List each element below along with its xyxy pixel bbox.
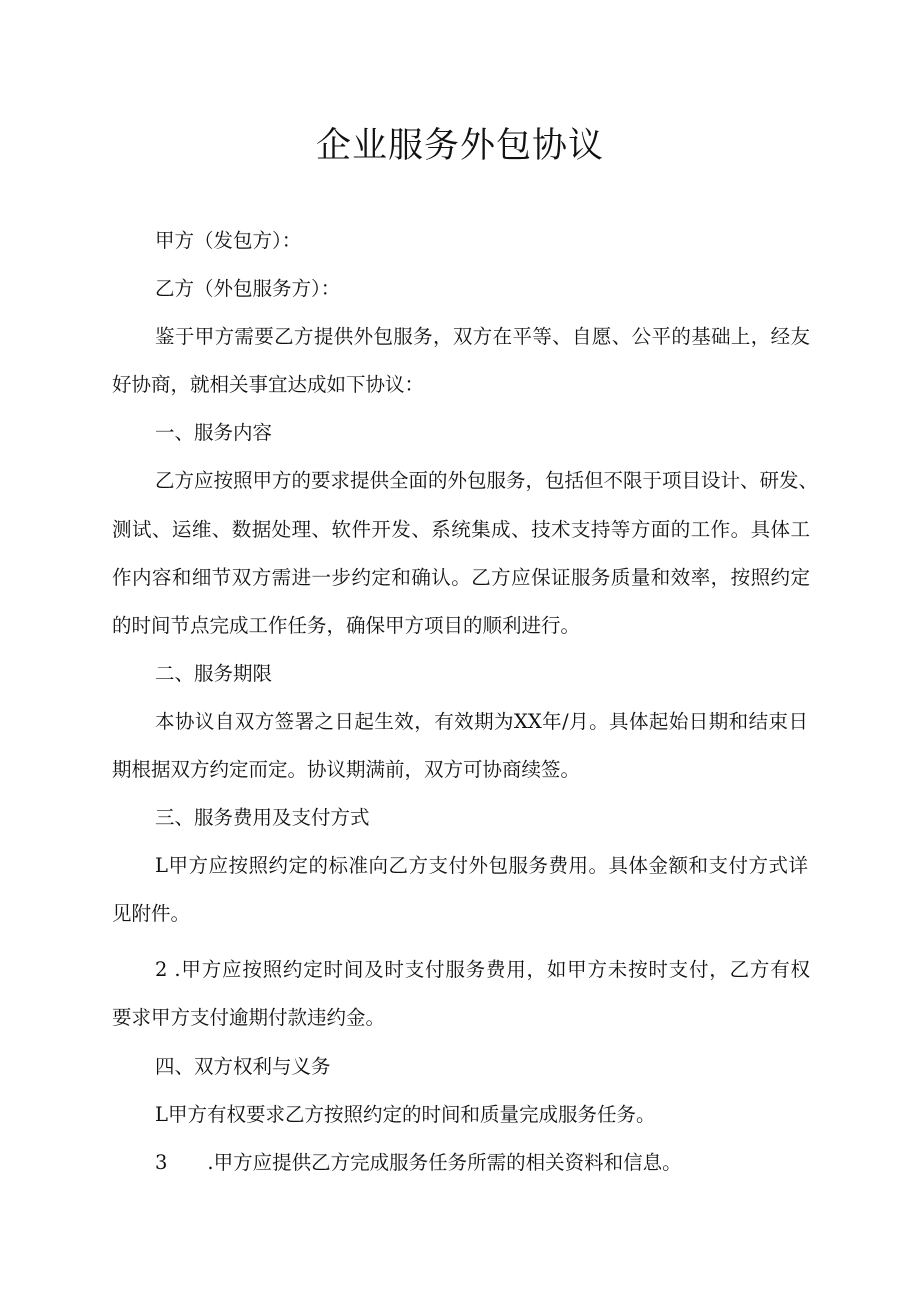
section-2-heading: 二、服务期限 <box>155 662 273 685</box>
section-1-line-2: 测试、运维、数据处理、软件开发、系统集成、技术支持等方面的工作。具体工 <box>112 518 810 541</box>
preamble-line-1: 鉴于甲方需要乙方提供外包服务，双方在平等、自愿、公平的基础上，经友 <box>155 325 810 348</box>
section-2-line-2: 期根据双方约定而定。协议期满前，双方可协商续签。 <box>112 758 581 781</box>
section-4-item-3 <box>155 1146 855 1180</box>
party-a-line: 甲方（发包方）： <box>155 229 302 252</box>
section-1-line-4: 的时间节点完成工作任务，确保甲方项目的顺利进行。 <box>112 614 581 637</box>
section-4-item-3-number: 3 <box>155 1151 168 1174</box>
section-3-item-2-line-2: 要求甲方支付逾期付款违约金。 <box>112 1006 386 1029</box>
section-4-item-1: L甲方有权要求乙方按照约定的时间和质量完成服务任务。 <box>155 1103 656 1126</box>
section-3-item-1-line-2: 见附件。 <box>112 902 191 925</box>
section-1-heading: 一、服务内容 <box>155 421 273 444</box>
section-1-line-1: 乙方应按照甲方的要求提供全面的外包服务，包括但不限于项目设计、研发、 <box>155 469 819 492</box>
section-4-item-3-text: .甲方应提供乙方完成服务任务所需的相关资料和信息。 <box>207 1151 682 1174</box>
preamble-line-2: 好协商，就相关事宜达成如下协议： <box>112 373 425 396</box>
section-1-line-3: 作内容和细节双方需进一步约定和确认。乙方应保证服务质量和效率，按照约定 <box>112 566 810 589</box>
section-2-line-1: 本协议自双方签署之日起生效，有效期为XX年/月。具体起始日期和结束日 <box>155 710 808 733</box>
section-3-item-1-line-1: L甲方应按照约定的标准向乙方支付外包服务费用。具体金额和支付方式详 <box>155 854 808 877</box>
document-title: 企业服务外包协议 <box>315 126 604 166</box>
party-b-line: 乙方（外包服务方）： <box>155 277 341 300</box>
section-3-heading: 三、服务费用及支付方式 <box>155 806 370 829</box>
section-3-item-2-line-1: 2 .甲方应按照约定时间及时支付服务费用，如甲方未按时支付，乙方有权 <box>155 958 810 981</box>
section-4-heading: 四、双方权利与义务 <box>155 1055 331 1078</box>
